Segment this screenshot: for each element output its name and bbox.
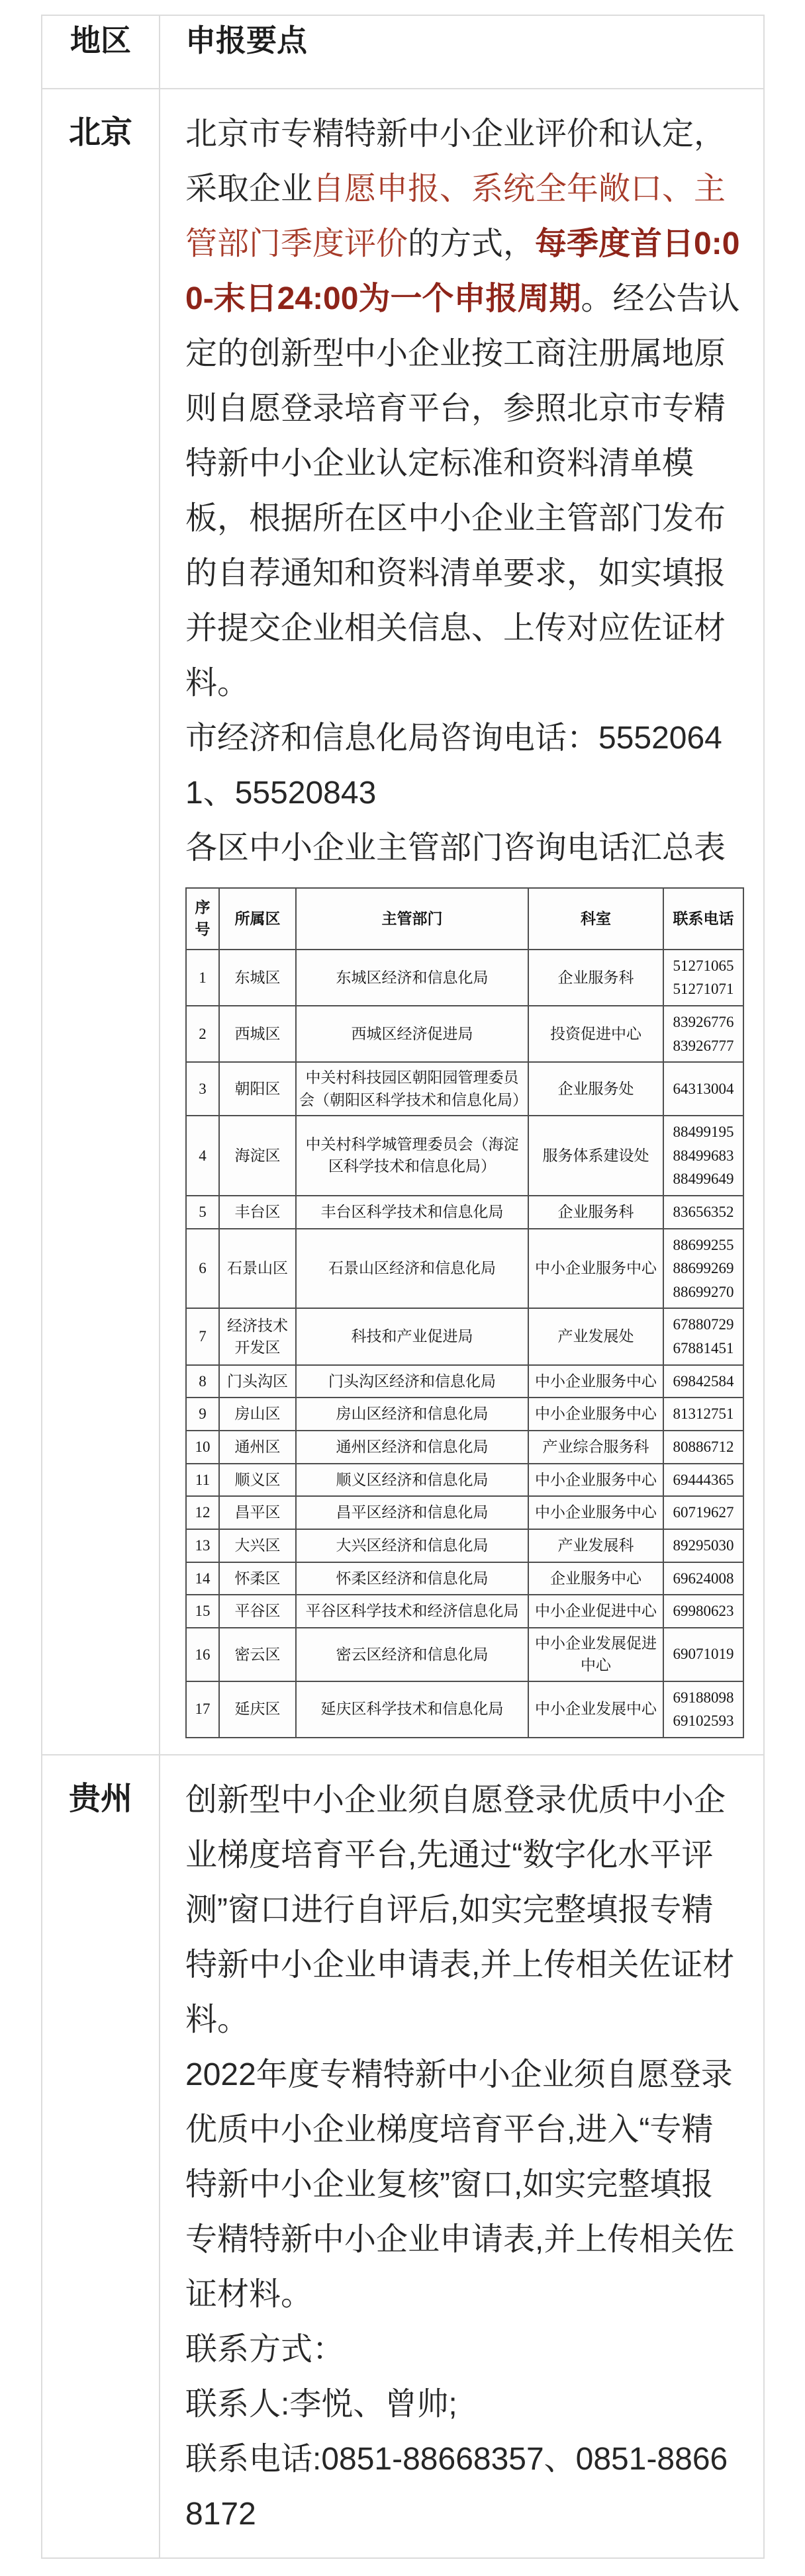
row-department: 西城区经济促进局	[296, 1006, 528, 1062]
row-phones	[663, 1464, 743, 1497]
guizhou-paragraph: 联系电话:0851-88668357、0851-88668172	[185, 2441, 728, 2532]
row-phones	[663, 1595, 743, 1628]
region-policy-table	[41, 15, 765, 2559]
district-table-row	[186, 1196, 743, 1229]
row-phones	[663, 1116, 743, 1196]
row-office: 中小企业服务中心	[528, 1496, 663, 1529]
phone-number: 88499195	[673, 1123, 734, 1140]
district-table-row	[186, 1431, 743, 1464]
phone-number: 88699255	[673, 1236, 734, 1253]
row-district: 密云区	[219, 1628, 296, 1681]
district-header-district: 所属区	[219, 888, 296, 950]
row-district: 延庆区	[219, 1681, 296, 1738]
row-phones	[663, 1006, 743, 1062]
row-office: 产业发展处	[528, 1308, 663, 1364]
row-phones	[663, 950, 743, 1006]
row-district: 昌平区	[219, 1496, 296, 1529]
district-table-row	[186, 1308, 743, 1364]
phone-number: 69071019	[673, 1646, 734, 1663]
row-office: 中小企业服务中心	[528, 1464, 663, 1497]
header-points-label: 申报要点	[160, 15, 764, 89]
phone-number: 83926776	[673, 1013, 734, 1030]
row-district: 海淀区	[219, 1116, 296, 1196]
district-table-row	[186, 1628, 743, 1681]
district-table-row	[186, 1595, 743, 1628]
beijing-phone-line: 市经济和信息化局咨询电话：55520641、55520843	[185, 721, 722, 811]
row-phones	[663, 1431, 743, 1464]
row-no: 13	[186, 1529, 219, 1562]
row-phones	[663, 1308, 743, 1364]
phone-number: 83656352	[673, 1203, 734, 1220]
beijing-paragraph-segment: 的方式，	[408, 226, 536, 261]
beijing-paragraph-segment: 北京市专精特新中小企业评价和认定，采取企业	[185, 116, 726, 206]
row-district: 顺义区	[219, 1464, 296, 1497]
row-phones	[663, 1681, 743, 1738]
row-department: 通州区经济和信息化局	[296, 1431, 528, 1464]
row-department: 中关村科技园区朝阳园管理委员会（朝阳区科学技术和信息化局）	[296, 1062, 528, 1116]
guizhou-content-cell	[160, 1755, 764, 2558]
row-district: 丰台区	[219, 1196, 296, 1229]
row-office: 企业服务科	[528, 950, 663, 1006]
table-header-row	[42, 15, 764, 89]
row-phones	[663, 1496, 743, 1529]
row-department: 延庆区科学技术和信息化局	[296, 1681, 528, 1738]
row-office: 企业服务处	[528, 1062, 663, 1116]
row-district: 石景山区	[219, 1229, 296, 1309]
row-no: 5	[186, 1196, 219, 1229]
row-no: 14	[186, 1562, 219, 1595]
row-no: 2	[186, 1006, 219, 1062]
phone-number: 51271071	[673, 981, 734, 998]
row-department: 密云区经济和信息化局	[296, 1628, 528, 1681]
row-district: 经济技术开发区	[219, 1308, 296, 1364]
region-label-guizhou: 贵州	[42, 1755, 160, 2558]
row-phones	[663, 1365, 743, 1398]
row-department: 房山区经济和信息化局	[296, 1398, 528, 1431]
row-phones	[663, 1529, 743, 1562]
row-no: 7	[186, 1308, 219, 1364]
beijing-content-cell	[160, 89, 764, 1755]
row-department: 石景山区经济和信息化局	[296, 1229, 528, 1309]
phone-number: 67881451	[673, 1340, 734, 1357]
row-no: 4	[186, 1116, 219, 1196]
phone-number: 88499649	[673, 1171, 734, 1188]
phone-number: 60719627	[673, 1504, 734, 1521]
row-phones	[663, 1398, 743, 1431]
district-table-row	[186, 1681, 743, 1738]
district-header-phone: 联系电话	[663, 888, 743, 950]
row-district: 平谷区	[219, 1595, 296, 1628]
row-no: 15	[186, 1595, 219, 1628]
district-table-row	[186, 1229, 743, 1309]
phone-number: 88699269	[673, 1260, 734, 1277]
phone-number: 81312751	[673, 1405, 734, 1423]
row-department: 顺义区经济和信息化局	[296, 1464, 528, 1497]
row-department: 平谷区科学技术和经济信息化局	[296, 1595, 528, 1628]
phone-number: 64313004	[673, 1080, 734, 1097]
row-department: 科技和产业促进局	[296, 1308, 528, 1364]
beijing-paragraph-segment: 自愿申报、系统全年敞口、主管部门季度评价	[185, 171, 726, 261]
guizhou-paragraph: 创新型中小企业须自愿登录优质中小企业梯度培育平台,先通过“数字化水平评测”窗口进行自评后,如实完整填报专精特新中小企业申请表,并上传相关佐证材料。	[185, 1782, 735, 2037]
guizhou-paragraph: 联系人:李悦、曾帅;	[185, 2386, 457, 2422]
phone-number: 69624008	[673, 1570, 734, 1587]
row-office: 中小企业服务中心	[528, 1398, 663, 1431]
row-no: 6	[186, 1229, 219, 1309]
district-table-row	[186, 1529, 743, 1562]
phone-number: 67880729	[673, 1316, 734, 1333]
phone-number: 83926777	[673, 1037, 734, 1054]
district-header-no: 序号	[186, 888, 219, 950]
phone-number: 69842584	[673, 1372, 734, 1390]
header-region-label: 地区	[42, 15, 160, 89]
district-table-scan	[185, 887, 745, 1738]
phone-number: 80886712	[673, 1438, 734, 1455]
row-department: 中关村科学城管理委员会（海淀区科学技术和信息化局）	[296, 1116, 528, 1196]
row-no: 16	[186, 1628, 219, 1681]
row-department: 大兴区经济和信息化局	[296, 1529, 528, 1562]
row-phones	[663, 1562, 743, 1595]
phone-number: 69980623	[673, 1603, 734, 1620]
row-district: 房山区	[219, 1398, 296, 1431]
row-department: 昌平区经济和信息化局	[296, 1496, 528, 1529]
beijing-paragraph	[185, 107, 743, 711]
phone-number: 69102593	[673, 1712, 734, 1730]
district-table-row	[186, 1116, 743, 1196]
row-department: 丰台区科学技术和信息化局	[296, 1196, 528, 1229]
district-table-row	[186, 1562, 743, 1595]
row-no: 9	[186, 1398, 219, 1431]
row-office: 企业服务科	[528, 1196, 663, 1229]
row-office: 中小企业发展中心	[528, 1681, 663, 1738]
phone-number: 51271065	[673, 957, 734, 974]
phone-number: 89295030	[673, 1536, 734, 1554]
row-department: 东城区经济和信息化局	[296, 950, 528, 1006]
row-phones	[663, 1062, 743, 1116]
row-district: 大兴区	[219, 1529, 296, 1562]
row-office: 企业服务中心	[528, 1562, 663, 1595]
row-department: 门头沟区经济和信息化局	[296, 1365, 528, 1398]
region-label-beijing: 北京	[42, 89, 160, 1755]
district-header-office: 科室	[528, 888, 663, 950]
phone-number: 69188098	[673, 1689, 734, 1706]
phone-number: 88699270	[673, 1283, 734, 1300]
beijing-paragraph-segment: 每季度首日0:00-末日24:00为一个申报周期	[185, 226, 740, 316]
guizhou-paragraph: 2022年度专精特新中小企业须自愿登录优质中小企业梯度培育平台,进入“专精特新中小企业复核”窗口,如实完整填报专精特新中小企业申请表,并上传相关佐证材料。	[185, 2057, 735, 2312]
district-table-body	[186, 950, 743, 1738]
row-no: 12	[186, 1496, 219, 1529]
row-office: 投资促进中心	[528, 1006, 663, 1062]
phone-number: 69444365	[673, 1471, 734, 1488]
row-no: 17	[186, 1681, 219, 1738]
phone-number: 88499683	[673, 1147, 734, 1164]
row-no: 8	[186, 1365, 219, 1398]
row-office: 中小企业服务中心	[528, 1365, 663, 1398]
district-table-row	[186, 1365, 743, 1398]
district-table-row	[186, 950, 743, 1006]
row-district: 东城区	[219, 950, 296, 1006]
district-phone-table	[185, 887, 744, 1738]
row-office: 产业综合服务科	[528, 1431, 663, 1464]
district-table-row	[186, 1464, 743, 1497]
row-no: 11	[186, 1464, 219, 1497]
row-district: 门头沟区	[219, 1365, 296, 1398]
row-office: 中小企业服务中心	[528, 1229, 663, 1309]
row-office: 中小企业发展促进中心	[528, 1628, 663, 1681]
district-table-header-row	[186, 888, 743, 950]
guizhou-paragraph: 联系方式：	[185, 2331, 345, 2367]
row-phones	[663, 1196, 743, 1229]
row-district: 朝阳区	[219, 1062, 296, 1116]
district-table-row	[186, 1006, 743, 1062]
table-row-beijing	[42, 89, 764, 1755]
guizhou-paragraphs	[185, 1773, 743, 2542]
district-table-row	[186, 1496, 743, 1529]
row-district: 通州区	[219, 1431, 296, 1464]
row-office: 服务体系建设处	[528, 1116, 663, 1196]
row-office: 产业发展科	[528, 1529, 663, 1562]
district-table-row	[186, 1062, 743, 1116]
row-phones	[663, 1628, 743, 1681]
district-header-department: 主管部门	[296, 888, 528, 950]
beijing-paragraph-segment: 。经公告认定的创新型中小企业按工商注册属地原则自愿登录培育平台，参照北京市专精特新中小企业认定标准和资料清单模板，根据所在区中小企业主管部门发布的自荐通知和资料清单要求，如实填报并提交企业相关信息、上传对应佐证材料。	[185, 281, 740, 701]
row-no: 1	[186, 950, 219, 1006]
row-no: 3	[186, 1062, 219, 1116]
table-row-guizhou	[42, 1755, 764, 2558]
district-table-title: 各区中小企业主管部门咨询电话汇总表	[185, 830, 726, 866]
row-phones	[663, 1229, 743, 1309]
district-table-row	[186, 1398, 743, 1431]
row-department: 怀柔区经济和信息化局	[296, 1562, 528, 1595]
row-office: 中小企业促进中心	[528, 1595, 663, 1628]
row-district: 西城区	[219, 1006, 296, 1062]
row-district: 怀柔区	[219, 1562, 296, 1595]
row-no: 10	[186, 1431, 219, 1464]
